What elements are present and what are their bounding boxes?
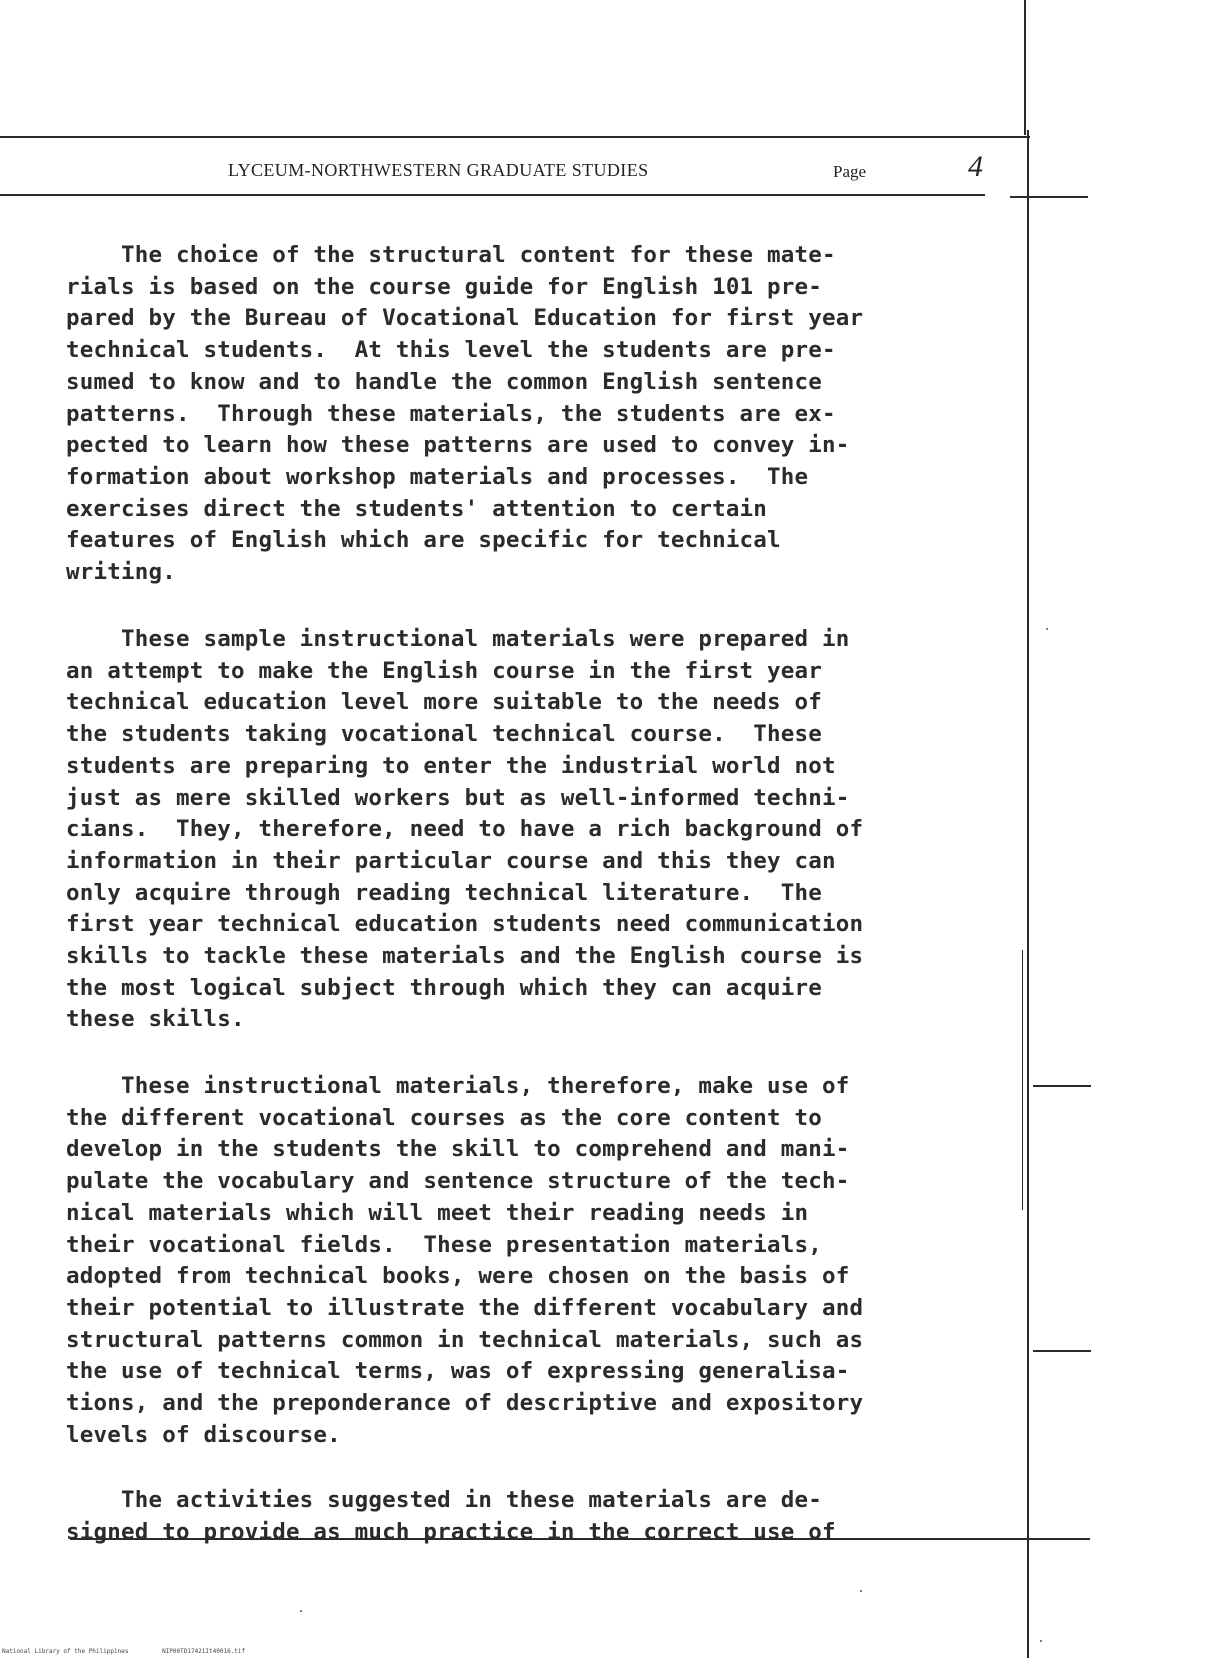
text-line: These sample instructional materials were prepared in [66, 626, 850, 652]
text-line: the students taking vocational technical course. These [66, 721, 823, 748]
text-line: formation about workshop materials and processes. The [66, 463, 809, 490]
text-line: cians. They, therefore, need to have a rich background of [66, 816, 864, 843]
text-line: students are preparing to enter the industrial world not [66, 752, 836, 779]
journal-header-title: LYCEUM-NORTHWESTERN GRADUATE STUDIES [228, 160, 649, 180]
text-line: their potential to illustrate the different vocabulary and [66, 1294, 864, 1321]
text-line: features of English which are specific for technical [66, 527, 781, 554]
margin-tick [1033, 1085, 1091, 1087]
text-line: nical materials which will meet their reading needs in [66, 1199, 809, 1226]
text-line: pected to learn how these patterns are used to convey in- [66, 432, 850, 459]
margin-tick [1010, 196, 1088, 198]
text-line: patterns. Through these materials, the students are ex- [66, 400, 836, 427]
paragraph-structural-content [66, 240, 1006, 589]
header-bottom-rule [0, 194, 985, 196]
page-label: Page [833, 162, 867, 181]
text-line: their vocational fields. These presentation materials, [66, 1231, 823, 1258]
text-line: sumed to know and to handle the common English sentence [66, 368, 823, 395]
page-number: 4 [968, 150, 983, 183]
margin-tick [1033, 1350, 1091, 1352]
text-line: pulate the vocabulary and sentence structure of the tech- [66, 1168, 850, 1195]
text-line: structural patterns common in technical materials, such as [66, 1326, 864, 1353]
text-line: The activities suggested in these materials are de- [66, 1487, 823, 1513]
right-margin-line [1024, 0, 1026, 135]
scan-speck [860, 1590, 862, 1592]
text-line: tions, and the preponderance of descriptive and expository [66, 1390, 864, 1417]
text-line: information in their particular course and this they can [66, 847, 836, 874]
header-top-rule [0, 136, 1030, 138]
scan-speck [300, 1610, 302, 1612]
scan-footer [2, 1648, 275, 1655]
text-line: levels of discourse. [66, 1421, 341, 1448]
text-line: these skills. [66, 1006, 245, 1033]
text-line: an attempt to make the English course in the first year [66, 657, 823, 684]
right-margin-line-inner [1022, 950, 1023, 1210]
paragraph-activities [66, 1485, 1006, 1548]
text-line: technical education level more suitable to the needs of [66, 689, 823, 716]
text-line: develop in the students the skill to comprehend and mani- [66, 1136, 850, 1163]
right-margin-line-lower [1027, 130, 1029, 1658]
footer-library: National Library of the Philippines [2, 1648, 129, 1655]
text-line: first year technical education students need communication [66, 911, 864, 938]
text-line: These instructional materials, therefore, make use of [66, 1073, 850, 1099]
text-line: the most logical subject through which they can acquire [66, 974, 823, 1001]
text-line: signed to provide as much practice in the correct use of [66, 1518, 836, 1545]
paragraph-instructional-materials [66, 1071, 1006, 1451]
paragraph-sample-materials [66, 624, 1006, 1036]
text-line: The choice of the structural content for these mate- [66, 242, 836, 268]
text-line: rials is based on the course guide for English 101 pre- [66, 273, 823, 300]
footer-file-id: NIP00TD17421It40016.tif [162, 1648, 246, 1655]
text-line: the use of technical terms, was of expressing generalisa- [66, 1358, 850, 1385]
text-line: technical students. At this level the students are pre- [66, 337, 836, 364]
text-line: adopted from technical books, were chosen on the basis of [66, 1263, 850, 1290]
text-line: skills to tackle these materials and the English course is [66, 943, 864, 970]
text-line: writing. [66, 559, 176, 586]
scan-speck [1046, 628, 1048, 630]
text-line: only acquire through reading technical literature. The [66, 879, 823, 906]
scan-speck [1040, 1640, 1042, 1642]
text-line: the different vocational courses as the core content to [66, 1104, 823, 1131]
text-line: exercises direct the students' attention to certain [66, 495, 768, 522]
text-line: pared by the Bureau of Vocational Education for first year [66, 305, 864, 332]
text-line: just as mere skilled workers but as well-informed techni- [66, 784, 850, 811]
